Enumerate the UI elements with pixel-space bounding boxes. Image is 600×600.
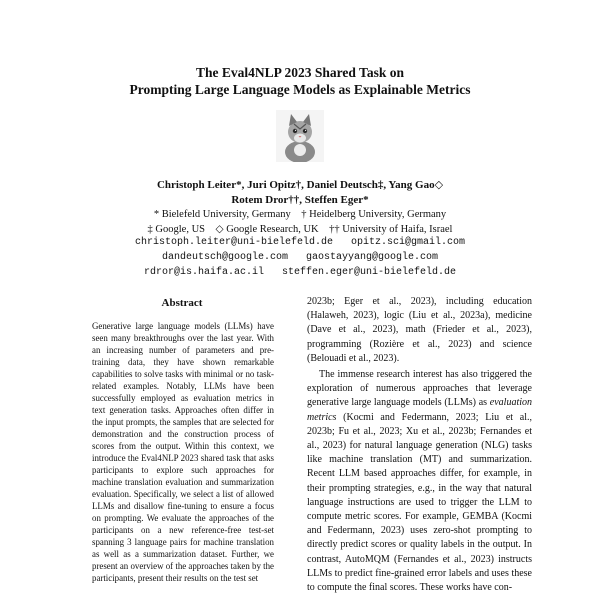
paper-title (0, 64, 600, 98)
email-line-2: dandeutsch@google.com gaostayyang@google.com (161, 252, 439, 263)
abstract-text: Generative large language models (LLMs) have seen many breakthroughs over the last year. With an increasing number of parameters and pre-training data, they have shown remarkable capabilities to solve tasks with minimal or no task-related examples. Notably, LLMs have been successfully employed as evaluation metrics in text generation tasks. Approaches often differ in the input prompts, the samples that are selected for demonstration and the construction process of scores from the output. Within this context, we introduce the Eval4NLP 2023 shared task that asks participants to explore such approaches for machine translation evaluation and summarization evaluation. Specifically, we select a list of allowed LLMs and disallow fine-tuning to ensure a focus on prompting. We evaluate the approaches of the participants on a new reference-free test-set spanning 3 language pairs for machine translation as well as a summarization dataset. Further, we present an overview of the approaches taken by the participants, present their results on the test set (92, 321, 274, 583)
intro-paragraph-1: 2023b; Eger et al., 2023), including education (Halaweh, 2023), logic (Liu et al., 2023a), medicine (Dave et al., 2023), math (Frieder et al., 2023), programming (Rozière et al., 2023) and science (Belouadi et al., 2023). (307, 296, 532, 364)
intro-paragraph-2 (307, 368, 532, 595)
intro-p2-rest: (Kocmi and Federmann, 2023; Liu et al., 2023b; Fu et al., 2023; Xu et al., 2023b; Fernandes et al., 2023) for natural language generation (NLG) tasks like machine translation (MT) and summarization. Recent LLM based approaches differ, for example, in their prompting strategies, e.g., in the way that natural language instructions are used to trigger the LLM to compute metric scores. For example, GEMBA (Kocmi and Federmann, 2023) uses zero-shot prompting to directly predict scores or quality labels in the output. In contrast, AutoMQM (Fernandes et al., 2023) instructs LLMs to predict fine-grained error labels and uses these to compute the final scores. These works have con- (307, 411, 533, 594)
email-list (40, 235, 560, 280)
affiliations (40, 207, 560, 237)
cat-photo-icon (276, 110, 324, 162)
abstract-heading: Abstract (161, 297, 203, 309)
intro-column (307, 295, 532, 595)
intro-p2-emphasis: evaluation metrics (307, 397, 533, 423)
email-line-1: christoph.leiter@uni-bielefeld.de opitz.sci@gmail.com (134, 237, 466, 248)
affil-line-2: ‡ Google, US ◇ Google Research, UK †† University of Haifa, Israel (147, 224, 453, 235)
title-line-2: Prompting Large Language Models as Explainable Metrics (129, 82, 471, 97)
authors-line-2: Rotem Dror††, Steffen Eger* (231, 194, 369, 206)
email-line-3: rdror@is.haifa.ac.il steffen.eger@uni-bielefeld.de (143, 267, 457, 278)
intro-p2-start: The immense research interest has also triggered the exploration of numerous approaches that leverage generative large language models (LLMs) as (307, 369, 532, 409)
title-line-1: The Eval4NLP 2023 Shared Task on (196, 65, 404, 80)
author-list (40, 178, 560, 208)
affil-line-1: * Bielefeld University, Germany † Heidelberg University, Germany (153, 209, 447, 220)
authors-line-1: Christoph Leiter*, Juri Opitz†, Daniel Deutsch‡, Yang Gao◇ (156, 179, 444, 191)
